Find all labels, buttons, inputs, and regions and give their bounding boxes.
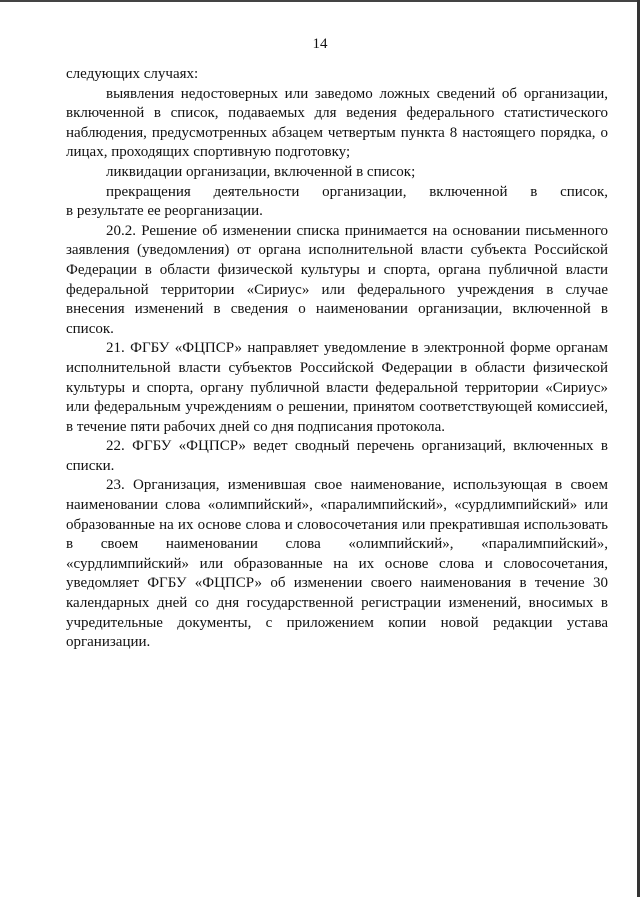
paragraph-21: 21. ФГБУ «ФЦПСР» направляет уведомление в электронной форме органам исполнительной власти субъектов Российской Федерации в области физической культуры и спорта, органу публичной власти федеральной территории «Сириус» или федеральным учреждениям о решении, принятом соответствующей комиссией, в течение пяти рабочих дней со дня подписания протокола. bbox=[66, 340, 608, 435]
scan-edge-top bbox=[0, 0, 640, 2]
paragraph-22: 22. ФГБУ «ФЦПСР» ведет сводный перечень организаций, включенных в списки. bbox=[66, 438, 608, 474]
paragraph-lead-in: следующих случаях: bbox=[66, 66, 199, 82]
paragraph-termination: прекращения деятельности организации, включенной в список, bbox=[106, 183, 608, 200]
paragraph-20-2: 20.2. Решение об изменении списка принимается на основании письменного заявления (уведомления) от органа исполнительной власти субъекта Российской Федерации в области физической культуры и спорта, органа публичной власти федеральной территории «Сириус» или федерального учреждения в случае внесения изменений в сведения о наименовании организации, включенной в список. bbox=[66, 222, 608, 337]
paragraph-termination-cont: в результате ее реорганизации. bbox=[66, 203, 263, 220]
paragraph-liquidation: ликвидации организации, включенной в список; bbox=[106, 163, 416, 180]
paragraph-23: 23. Организация, изменившая свое наименование, использующая в своем наименовании слова «олимпийский», «паралимпийский», «сурдлимпийский» или образованные на их основе слова и словосочетания или прекратившая использовать в своем наименовании слова «олимпийский», «паралимпийский», «сурдлимпийский» или образованные на их основе слова и словосочетания, уведомляет ФГБУ «ФЦПСР» об изменении своего наименования в течение 30 календарных дней со дня государственной регистрации изменений, вносимых в учредительные документы, с приложением копии новой редакции устава организации. bbox=[66, 477, 608, 651]
page-number: 14 bbox=[312, 36, 328, 52]
document-body bbox=[66, 65, 608, 653]
paragraph-false-info: выявления недостоверных или заведомо ложных сведений об организации, включенной в список, подаваемых для ведения федерального статистического наблюдения, предусмотренных абзацем четвертым пункта 8 настоящего порядка, о лицах, проходящих спортивную подготовку; bbox=[66, 85, 608, 161]
